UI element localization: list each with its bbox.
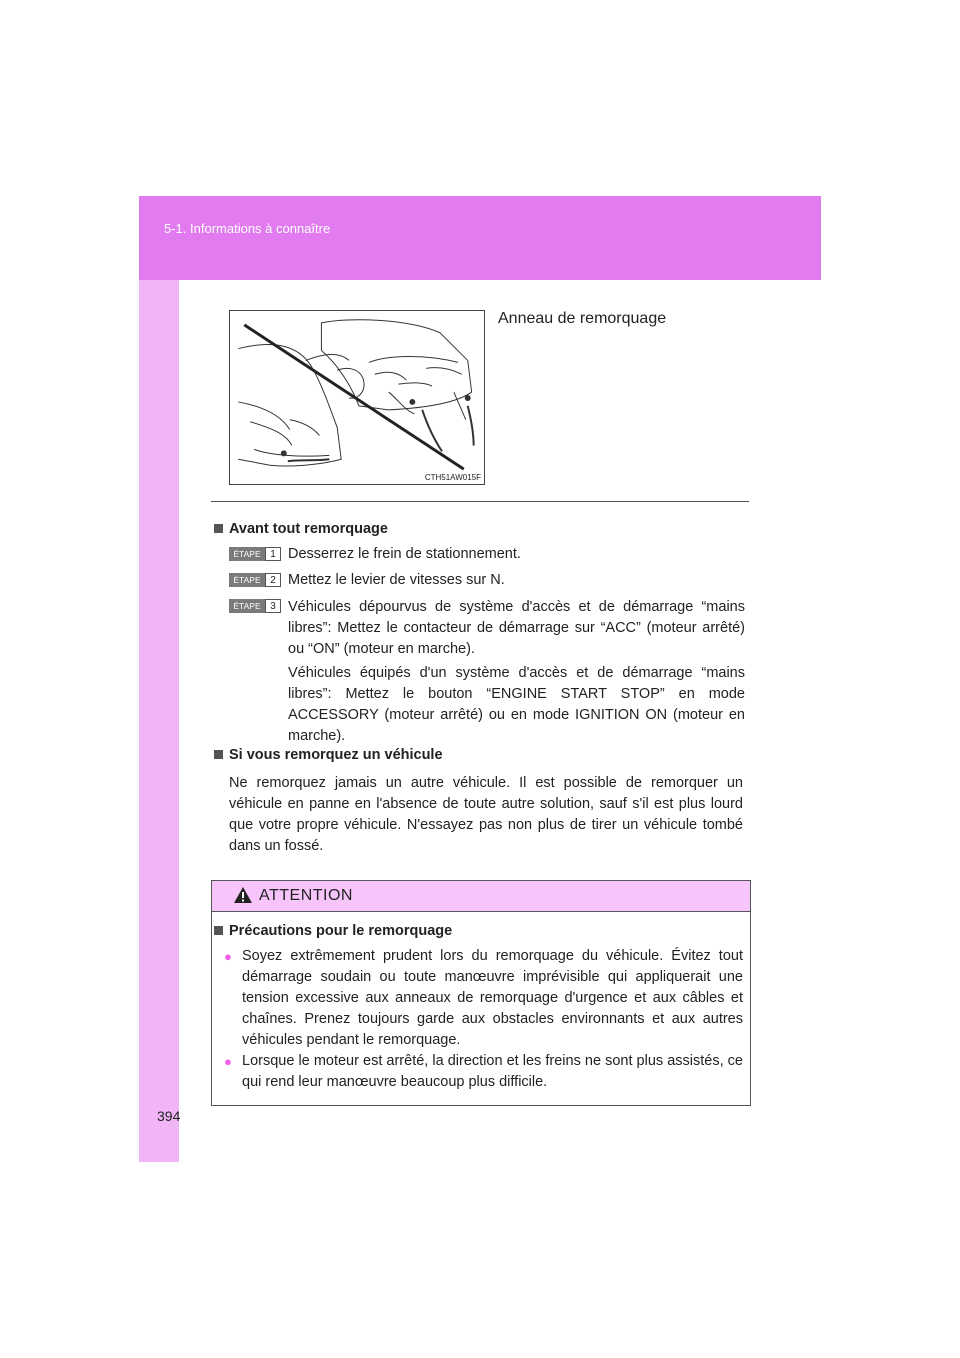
precaution-1-text: Soyez extrêmement prudent lors du remorquage du véhicule. Évitez tout démarrage soudain ou toute manœuvre imprévisible qui appliquerait une tension excessive aux anneaux de remorquage d'urgence et aux câbles et chaînes. Prenez toujours garde aux obstacles environnants et aux autres véhicules pendant le remorquage. [242, 948, 743, 1048]
warning-icon [233, 886, 253, 904]
towing-illustration [229, 310, 485, 485]
step-2-text: Mettez le levier de vitesses sur N. [288, 572, 505, 588]
towing-vehicle-text: Ne remorquez jamais un autre véhicule. Il est possible de remorquer un véhicule en panne en l'absence de toute autre solution, sauf s'il est plus lourd que votre propre véhicule. N'essayez pas non plus de tirer un véhicule tombé dans un fossé. [229, 775, 743, 854]
heading-before-towing: Avant tout remorquage [214, 521, 388, 537]
step-badge-3: ÉTAPE 3 [229, 599, 281, 613]
step-badge-2: ÉTAPE 2 [229, 573, 281, 587]
section-title: 5-1. Informations à connaître [164, 221, 331, 236]
step-1-text: Desserrez le frein de stationnement. [288, 546, 521, 562]
attention-header [212, 881, 750, 912]
step-3-text: Véhicules dépourvus de système d'accès et de démarrage “mains libres”: Mettez le contacteur de démarrage sur “ACC” (moteur arrêté) ou “ON” (moteur en marche). [288, 599, 745, 657]
car-rear-drawing [230, 311, 484, 484]
heading-towing-vehicle: Si vous remorquez un véhicule [214, 747, 443, 763]
square-bullet-icon [214, 750, 223, 759]
section-header [139, 196, 821, 280]
heading-precautions: Précautions pour le remorquage [214, 923, 452, 939]
pink-circle-bullet-icon: ● [224, 949, 232, 964]
precaution-2-text: Lorsque le moteur est arrêté, la direction et les freins ne sont plus assistés, ce qui rend leur manœuvre beaucoup plus difficile. [242, 1053, 743, 1090]
step-3-extra-text: Véhicules équipés d'un système d'accès et de démarrage “mains libres”: Mettez le bouton “ENGINE START STOP” en mode ACCESSORY (moteur arrêté) ou en mode IGNITION ON (moteur en marche). [288, 665, 745, 744]
square-bullet-icon [214, 524, 223, 533]
attention-title: ATTENTION [259, 887, 353, 904]
page-number: 394 [157, 1108, 181, 1124]
sidebar-band [139, 196, 179, 1162]
figure-code: CTH51AW015F [424, 473, 481, 482]
pink-circle-bullet-icon: ● [224, 1054, 232, 1069]
square-bullet-icon [214, 926, 223, 935]
divider [211, 501, 749, 502]
figure-caption: Anneau de remorquage [498, 310, 667, 327]
step-badge-1: ÉTAPE 1 [229, 547, 281, 561]
